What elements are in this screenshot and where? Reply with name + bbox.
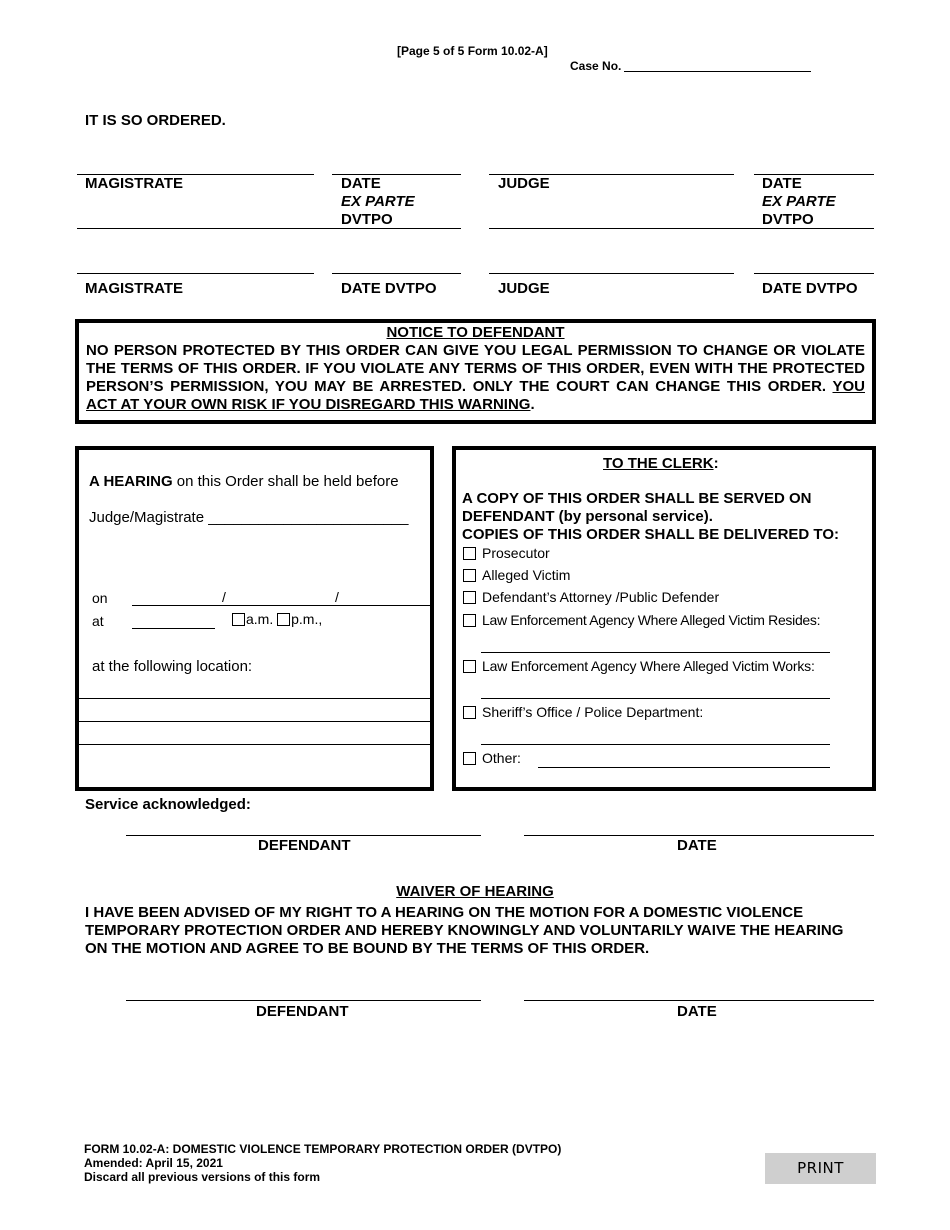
other-checkbox[interactable] xyxy=(463,752,476,765)
date-exparte-label-right: DATE EX PARTE DVTPO xyxy=(762,175,836,228)
case-no-label: Case No. xyxy=(570,59,622,73)
pm-label: p.m., xyxy=(291,611,323,627)
recipient-prosecutor[interactable]: Prosecutor xyxy=(463,545,550,561)
magistrate-label-2: MAGISTRATE xyxy=(85,280,184,297)
le-resides-checkbox[interactable] xyxy=(463,614,476,627)
date-exparte-label-left: DATE EX PARTE DVTPO xyxy=(341,175,415,228)
prosecutor-checkbox[interactable] xyxy=(463,547,476,560)
notice-box xyxy=(75,319,876,424)
location-line-2[interactable] xyxy=(79,721,431,722)
hearing-date-line[interactable] xyxy=(132,605,431,606)
date-slash-1: / xyxy=(222,589,226,605)
date-dvtpo-label-left: DATE DVTPO xyxy=(341,280,437,297)
am-label: a.m. xyxy=(246,611,274,627)
location-line-3[interactable] xyxy=(79,744,431,745)
recipient-alleged-victim[interactable]: Alleged Victim xyxy=(463,567,570,583)
service-defendant-line[interactable] xyxy=(126,835,481,836)
waiver-date-label: DATE xyxy=(677,1003,717,1020)
pm-checkbox[interactable] xyxy=(277,613,290,626)
recipient-le-resides[interactable]: Law Enforcement Agency Where Alleged Victim Resides: xyxy=(463,612,820,628)
on-label: on xyxy=(92,590,108,606)
hearing-time-line[interactable] xyxy=(132,628,215,629)
alleged-victim-checkbox[interactable] xyxy=(463,569,476,582)
hearing-lead: A HEARING on this Order shall be held before xyxy=(89,473,399,490)
page-label: [Page 5 of 5 Form 10.02-A] xyxy=(397,44,548,58)
am-checkbox[interactable] xyxy=(232,613,245,626)
judge-magistrate-field[interactable]: Judge/Magistrate ________________________ xyxy=(89,509,409,526)
clerk-copies-text: COPIES OF THIS ORDER SHALL BE DELIVERED TO: xyxy=(462,526,839,543)
magistrate-signature-line-2[interactable] xyxy=(77,273,314,274)
service-acknowledged-label: Service acknowledged: xyxy=(85,796,251,813)
sheriff-checkbox[interactable] xyxy=(463,706,476,719)
form-footer: FORM 10.02-A: DOMESTIC VIOLENCE TEMPORARY PROTECTION ORDER (DVTPO) Amended: April 15, 2021 Discard all previous versions of this form xyxy=(84,1142,562,1184)
date-dvtpo-label-right: DATE DVTPO xyxy=(762,280,858,297)
row1-bottom-line-left xyxy=(77,228,461,229)
judge-label-1: JUDGE xyxy=(498,175,550,192)
so-ordered-text: IT IS SO ORDERED. xyxy=(85,112,226,129)
le-works-line[interactable] xyxy=(481,698,830,699)
waiver-title: WAIVER OF HEARING xyxy=(396,883,554,900)
row1-bottom-line-right xyxy=(489,228,874,229)
defense-attorney-checkbox[interactable] xyxy=(463,591,476,604)
notice-title: NOTICE TO DEFENDANT xyxy=(386,324,565,341)
waiver-defendant-label: DEFENDANT xyxy=(256,1003,349,1020)
date-line-2-left[interactable] xyxy=(332,273,461,274)
recipient-sheriff[interactable]: Sheriff’s Office / Police Department: xyxy=(463,704,703,720)
judge-signature-line-2[interactable] xyxy=(489,273,734,274)
recipient-defense-attorney[interactable]: Defendant’s Attorney /Public Defender xyxy=(463,589,719,605)
clerk-title: TO THE CLERK: xyxy=(603,455,719,472)
other-line[interactable] xyxy=(538,767,830,768)
service-date-line[interactable] xyxy=(524,835,874,836)
le-works-checkbox[interactable] xyxy=(463,660,476,673)
service-defendant-label: DEFENDANT xyxy=(258,837,351,854)
location-line-1[interactable] xyxy=(79,698,431,699)
case-no-input-line[interactable] xyxy=(624,71,811,72)
recipient-other[interactable]: Other: xyxy=(463,750,521,766)
waiver-body: I HAVE BEEN ADVISED OF MY RIGHT TO A HEARING ON THE MOTION FOR A DOMESTIC VIOLENCE TEMPORARY PROTECTION ORDER AND HEREBY KNOWINGLY AND VOLUNTARILY WAIVE THE HEARING ON THE MOTION AND AGREE TO BE BOUND BY THE TERMS OF THIS ORDER. xyxy=(85,904,844,957)
service-date-label: DATE xyxy=(677,837,717,854)
sheriff-line[interactable] xyxy=(481,744,830,745)
date-slash-2: / xyxy=(335,589,339,605)
location-label: at the following location: xyxy=(92,658,253,675)
judge-label-2: JUDGE xyxy=(498,280,550,297)
waiver-date-line[interactable] xyxy=(524,1000,874,1001)
notice-body: NO PERSON PROTECTED BY THIS ORDER CAN GIVE YOU LEGAL PERMISSION TO CHANGE OR VIOLATE THE TERMS OF THIS ORDER. IF YOU VIOLATE ANY TERMS OF THIS ORDER, EVEN WITH THE PROTECTED PERSON’S PERMISSION, YOU MAY BE ARRESTED. ONLY THE COURT CAN CHANGE THIS ORDER. YOU ACT AT YOUR OWN RISK IF YOU DISREGARD THIS WARNING. xyxy=(86,342,865,413)
recipient-le-works[interactable]: Law Enforcement Agency Where Alleged Victim Works: xyxy=(463,658,815,674)
clerk-served-text: A COPY OF THIS ORDER SHALL BE SERVED ON DEFENDANT (by personal service). xyxy=(462,490,812,525)
le-resides-line[interactable] xyxy=(481,652,830,653)
waiver-defendant-line[interactable] xyxy=(126,1000,481,1001)
am-pm-options xyxy=(232,611,322,627)
print-button[interactable]: PRINT xyxy=(765,1153,876,1184)
date-line-2-right[interactable] xyxy=(754,273,874,274)
at-label: at xyxy=(92,613,104,629)
magistrate-label-1: MAGISTRATE xyxy=(85,175,184,192)
